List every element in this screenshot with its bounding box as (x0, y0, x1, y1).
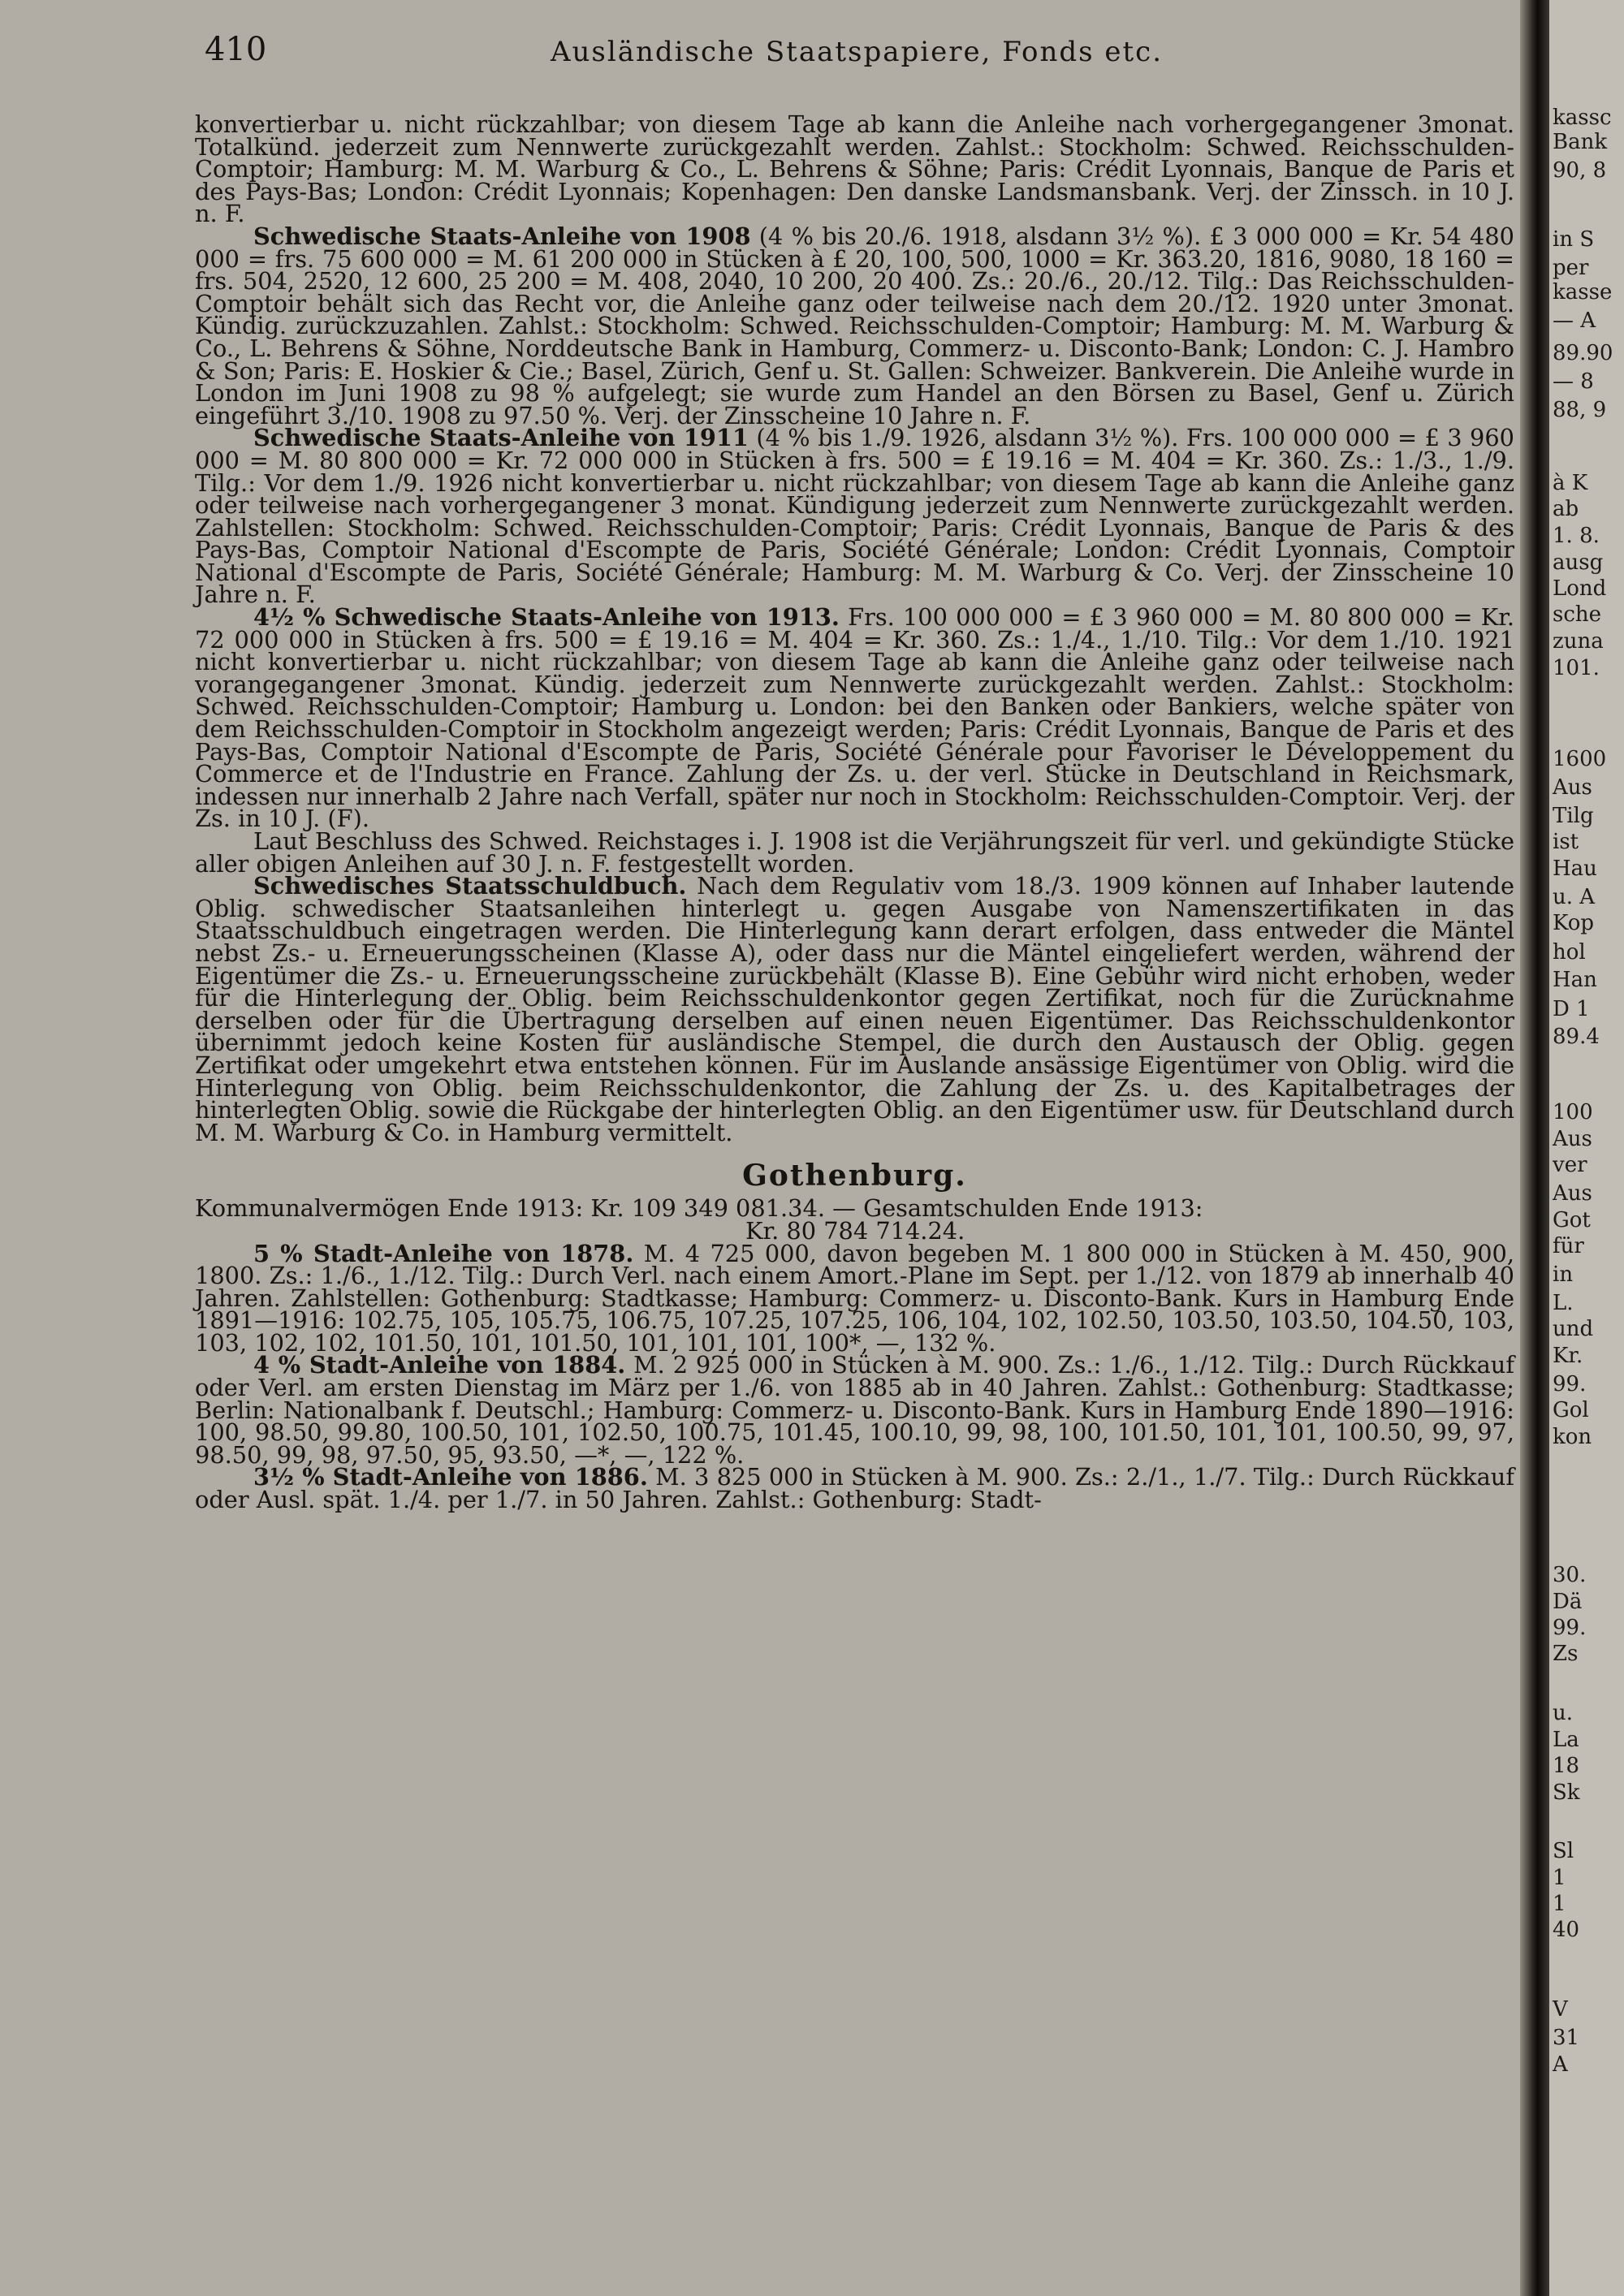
right-page-fragment: Tilg (1553, 804, 1594, 828)
right-page-fragment: 89.4 (1553, 1025, 1600, 1049)
right-page-fragment: kassc (1553, 106, 1612, 130)
right-page-fragment: ausg (1553, 550, 1604, 575)
paragraph (195, 872, 1514, 1146)
right-page-fragment: Got (1553, 1208, 1591, 1232)
right-page-fragment: Aus (1553, 1127, 1592, 1151)
paragraph-text: Laut Beschluss des Schwed. Reichstages i. J. 1908 ist die Verjährungszeit für verl. und gekündigte Stücke aller obigen Anleihen auf 30 J. n. F. festgestellt worden. (195, 827, 1514, 878)
right-page-fragment: Aus (1553, 775, 1592, 800)
right-page-fragment: 99. (1553, 1616, 1587, 1640)
right-page-fragment: 101. (1553, 656, 1600, 680)
loan-title: Schwedische Staats-Anleihe von 1911 (253, 424, 749, 452)
right-page-fragment: 1 (1553, 1892, 1566, 1916)
right-page-fragment: Aus (1553, 1181, 1592, 1206)
right-page-fragment: D 1 (1553, 997, 1590, 1021)
paragraph-text: M. 2 925 000 in Stücken à M. 900. Zs.: 1./6., 1./12. Tilg.: Durch Rückkauf oder Verl. am ersten Dienstag im März per 1./6. von 1885 ab in 40 Jahren. Zahlst.: Gothenburg: Stadtkasse; Berlin: Nationalbank f. Deutschl.; Hamburg: Commerz- u. Disconto-Bank. Kurs in Hamburg Ende 1890—1916: 100, 98.50, 99.80, 100.50, 101, 102.50, 100.75, 101.45, 100.10, 99, 98, 100, 101.50, 101, 101, 100.50, 99, 97, 98.50, 99, 98, 97.50, 95, 93.50, —*, —, 122 %. (195, 1351, 1515, 1469)
paragraph-text: Nach dem Regulativ vom 18./3. 1909 können auf Inhaber lautende Oblig. schwedischer Staatsanleihen hinterlegt u. gegen Ausgabe von Namenszertifikaten in das Staatsschuldbuch eingetragen werden. Die Hinterlegung kann derart erfolgen, dass entweder die Mäntel nebst Zs.- u. Erneuerungsscheinen (Klasse A), oder dass nur die Mäntel eingeliefert werden, während der Eigentümer die Zs.- u. Erneuerungsscheine zurückbehält (Klasse B). Eine Gebühr wird nicht erhoben, weder für die Hinterlegung der Oblig. beim Reichsschuldenkontor gegen Zertifikat, noch für die Zurücknahme derselben oder für die Übertragung derselben auf einen neuen Eigentümer. Das Reichsschuldenkontor übernimmt jedoch keine Kosten für ausländische Stempel, die durch den Austausch der Oblig. gegen Zertifikat oder umgekehrt etwa entstehen können. Für im Auslande ansässige Eigentümer von Oblig. wird die Hinterlegung von Oblig. beim Reichsschuldenkontor, die Zahlung der Zs. u. des Kapitalbetrages der hinterlegten Oblig. sowie die Rückgabe der hinterlegten Oblig. an den Eigentümer usw. für Deutschland durch M. M. Warburg & Co. in Hamburg vermittelt. (195, 872, 1514, 1146)
paragraph (195, 1239, 1515, 1357)
right-page-fragment: — A (1553, 309, 1596, 333)
city-heading: Gothenburg. (742, 1159, 967, 1193)
right-page-fragment: zuna (1553, 629, 1604, 654)
right-page-fragment: in S (1553, 227, 1595, 252)
right-page-fragment: Zs (1553, 1642, 1579, 1666)
right-page-fragment: Sk (1553, 1780, 1580, 1805)
paragraph (195, 110, 1514, 228)
right-page-fragment: 30. (1553, 1563, 1587, 1587)
right-page-fragment: und (1553, 1317, 1594, 1341)
paragraph-text: (4 % bis 1./9. 1926, alsdann 3½ %). Frs. 100 000 000 = £ 3 960 000 = M. 80 800 000 = Kr. 72 000 000 in Stücken à frs. 500 = £ 19.16 = M. 404 = Kr. 360. Zs.: 1./3., 1./9. Tilg.: Vor dem 1./9. 1926 nicht konvertierbar u. nicht rückzahlbar; von diesem Tage ab kann die Anleihe ganz oder teilweise nach vorhergegangener 3 monat. Kündigung jederzeit zum Nennwerte zurückgezahlt werden. Zahlstellen: Stockholm: Schwed. Reichsschulden-Comptoir; Paris: Crédit Lyonnais, Banque de Paris & des Pays-Bas, Comptoir National d'Escompte de Paris, Société Générale; London: Crédit Lyonnais, Comptoir National d'Escompte de Paris, Société Générale; Hamburg: M. M. Warburg & Co. Verj. der Zinsscheine 10 Jahre n. F. (195, 424, 1514, 609)
right-page-fragment: 99. (1553, 1372, 1587, 1396)
right-page-fragment: Sl (1553, 1839, 1574, 1863)
right-page-fragment: 18 (1553, 1754, 1580, 1778)
right-page-fragment: sche (1553, 602, 1602, 627)
right-page-fragment: 1600 (1553, 747, 1607, 771)
loan-title: 4 % Stadt-Anleihe von 1884. (253, 1351, 626, 1379)
right-page-fragment: L. (1553, 1291, 1574, 1315)
right-page-fragment: La (1553, 1728, 1579, 1752)
right-page-fragment: Kop (1553, 911, 1595, 935)
right-page-fragment: in (1553, 1262, 1574, 1287)
right-page-fragment: für (1553, 1234, 1584, 1258)
page-number: 410 (205, 31, 267, 68)
right-page-fragment: per (1553, 256, 1589, 280)
right-page-fragment: Dä (1553, 1590, 1583, 1614)
right-page-fragment: Gol (1553, 1398, 1589, 1422)
right-page-fragment: Hau (1553, 857, 1597, 881)
right-page-fragment: Bank (1553, 130, 1608, 154)
right-page-fragment: — 8 (1553, 369, 1594, 394)
right-page-fragment: 89.90 (1553, 341, 1613, 365)
right-page-fragment: 40 (1553, 1918, 1580, 1942)
page-right-edge (1549, 0, 1624, 2296)
right-page-fragment: Han (1553, 968, 1597, 992)
paragraph-text: M. 3 825 000 in Stücken à M. 900. Zs.: 2./1., 1./7. Tilg.: Durch Rückkauf oder Ausl. spät. 1./4. per 1./7. in 50 Jahren. Zahlst.: Gothenburg: Stadt- (195, 1463, 1514, 1514)
running-title: Ausländische Staatspapiere, Fonds etc. (550, 36, 1164, 68)
right-page-fragment: 1 (1553, 1866, 1566, 1890)
right-page-fragment: kon (1553, 1425, 1592, 1449)
paragraph (195, 1351, 1515, 1469)
right-page-fragment: kasse (1553, 280, 1613, 304)
right-page-fragment: A (1553, 2052, 1568, 2077)
book-gutter (1520, 0, 1549, 2296)
right-page-fragment: 88, 9 (1553, 398, 1607, 422)
paragraph-text: konvertierbar u. nicht rückzahlbar; von diesem Tage ab kann die Anleihe nach vorhergegangener 3monat. Totalkünd. jederzeit zum Nennwerte zurückgezahlt werden. Zahlst.: Stockholm: Schwed. Reichsschulden-Comptoir; Hamburg: M. M. Warburg & Co., L. Behrens & Söhne; Paris: Crédit Lyonnais, Banque de Paris et des Pays-Bas; London: Crédit Lyonnais; Kopenhagen: Den danske Landsmansbank. Verj. der Zinssch. in 10 J. n. F. (195, 110, 1514, 228)
right-page-fragment: V (1553, 1997, 1568, 2022)
right-page-fragment: ist (1553, 830, 1579, 854)
paragraph (195, 424, 1514, 609)
section-title: Schwedisches Staatsschuldbuch. (253, 872, 687, 900)
loan-title: Schwedische Staats-Anleihe von 1908 (253, 222, 751, 250)
right-page-fragment: 100 (1553, 1100, 1593, 1124)
paragraph (195, 827, 1514, 878)
paragraph-text: (4 % bis 20./6. 1918, alsdann 3½ %). £ 3 000 000 = Kr. 54 480 000 = frs. 75 600 000 = M. 61 200 000 in Stücken à £ 20, 100, 500, 1000 = Kr. 363.20, 1816, 9080, 18 160 = frs. 504, 2520, 12 600, 25 200 = M. 408, 2040, 10 200, 20 400. Zs.: 20./6., 20./12. Tilg.: Das Reichsschulden-Comptoir behält sich das Recht vor, die Anleihe ganz oder teilweise nach dem 20./12. 1920 unter 3monat. Kündig. zurückzuzahlen. Zahlst.: Stockholm: Schwed. Reichsschulden-Comptoir; Hamburg: M. M. Warburg & Co., L. Behrens & Söhne, Norddeutsche Bank in Hamburg, Commerz- u. Disconto-Bank; London: C. J. Hambro & Son; Paris: E. Hoskier & Cie.; Basel, Zürich, Genf u. St. Gallen: Schweizer. Bankverein. Die Anleihe wurde in London im Juni 1908 zu 98 % aufgelegt; sie wurde zum Handel an den Börsen zu Basel, Genf u. Zürich eingeführt 3./10. 1908 zu 97.50 %. Verj. der Zinsscheine 10 Jahre n. F. (195, 222, 1514, 429)
right-page-fragment: ab (1553, 497, 1579, 521)
right-page-fragment: 90, 8 (1553, 158, 1607, 183)
body-text (195, 110, 1515, 1514)
right-page-fragment: Lond (1553, 576, 1607, 601)
right-page-fragment: 31 (1553, 2026, 1580, 2050)
right-page-fragment: 1. 8. (1553, 524, 1600, 548)
page-header (195, 24, 1518, 73)
right-page-fragment: hol (1553, 940, 1586, 965)
right-page-fragment: ver (1553, 1153, 1587, 1177)
kommunal-summary (195, 1194, 1514, 1245)
loan-title: 3½ % Stadt-Anleihe von 1886. (253, 1463, 648, 1491)
right-page-fragment: Kr. (1553, 1344, 1583, 1368)
kommunal-line: Kr. 80 784 714.24. (745, 1216, 965, 1245)
loan-title: 5 % Stadt-Anleihe von 1878. (253, 1239, 634, 1267)
right-page-fragment: à K (1553, 471, 1588, 495)
kommunal-line: Kommunalvermögen Ende 1913: Kr. 109 349 081.34. — Gesamtschulden Ende 1913: (195, 1194, 1203, 1223)
paragraph (195, 603, 1514, 833)
right-page-fragment: u. A (1553, 885, 1596, 909)
paragraph (195, 222, 1514, 429)
loan-title: 4½ % Schwedische Staats-Anleihe von 1913. (253, 603, 840, 632)
right-page-fragment: u. (1553, 1701, 1574, 1725)
paragraph-text: M. 4 725 000, davon begeben M. 1 800 000 in Stücken à M. 450, 900, 1800. Zs.: 1./6., 1./12. Tilg.: Durch Verl. nach einem Amort.-Plane im Sept. per 1./12. von 1879 ab innerhalb 40 Jahren. Zahlstellen: Gothenburg: Stadtkasse; Hamburg: Commerz- u. Disconto-Bank. Kurs in Hamburg Ende 1891—1916: 102.75, 105, 105.75, 106.75, 107.25, 107.25, 106, 104, 102, 102.50, 103.50, 103.50, 104.50, 103, 103, 102, 102, 101.50, 101, 101.50, 101, 101, 101, 100*, —, 132 %. (195, 1239, 1515, 1357)
paragraph-text: Frs. 100 000 000 = £ 3 960 000 = M. 80 800 000 = Kr. 72 000 000 in Stücken à frs. 500 = £ 19.16 = M. 404 = Kr. 360. Zs.: 1./4., 1./10. Tilg.: Vor dem 1./10. 1921 nicht konvertierbar u. nicht rückzahlbar; von diesem Tage ab kann die Anleihe ganz oder teilweise nach vorangegangener 3monat. Kündig. jederzeit zum Nennwerte zurückgezahlt werden. Zahlst.: Stockholm: Schwed. Reichsschulden-Comptoir; Hamburg u. London: bei den Banken oder Bankiers, welche später von dem Reichsschulden-Comptoir in Stockholm angezeigt werden; Paris: Crédit Lyonnais, Banque de Paris et des Pays-Bas, Comptoir National d'Escompte de Paris, Société Générale pour Favoriser le Développement du Commerce et de l'Industrie en France. Zahlung der Zs. u. der verl. Stücke in Deutschland in Reichsmark, indessen nur innerhalb 2 Jahre nach Verfall, später nur noch in Stockholm: Reichsschulden-Comptoir. Verj. der Zs. in 10 J. (F). (195, 603, 1514, 833)
paragraph (195, 1463, 1514, 1514)
